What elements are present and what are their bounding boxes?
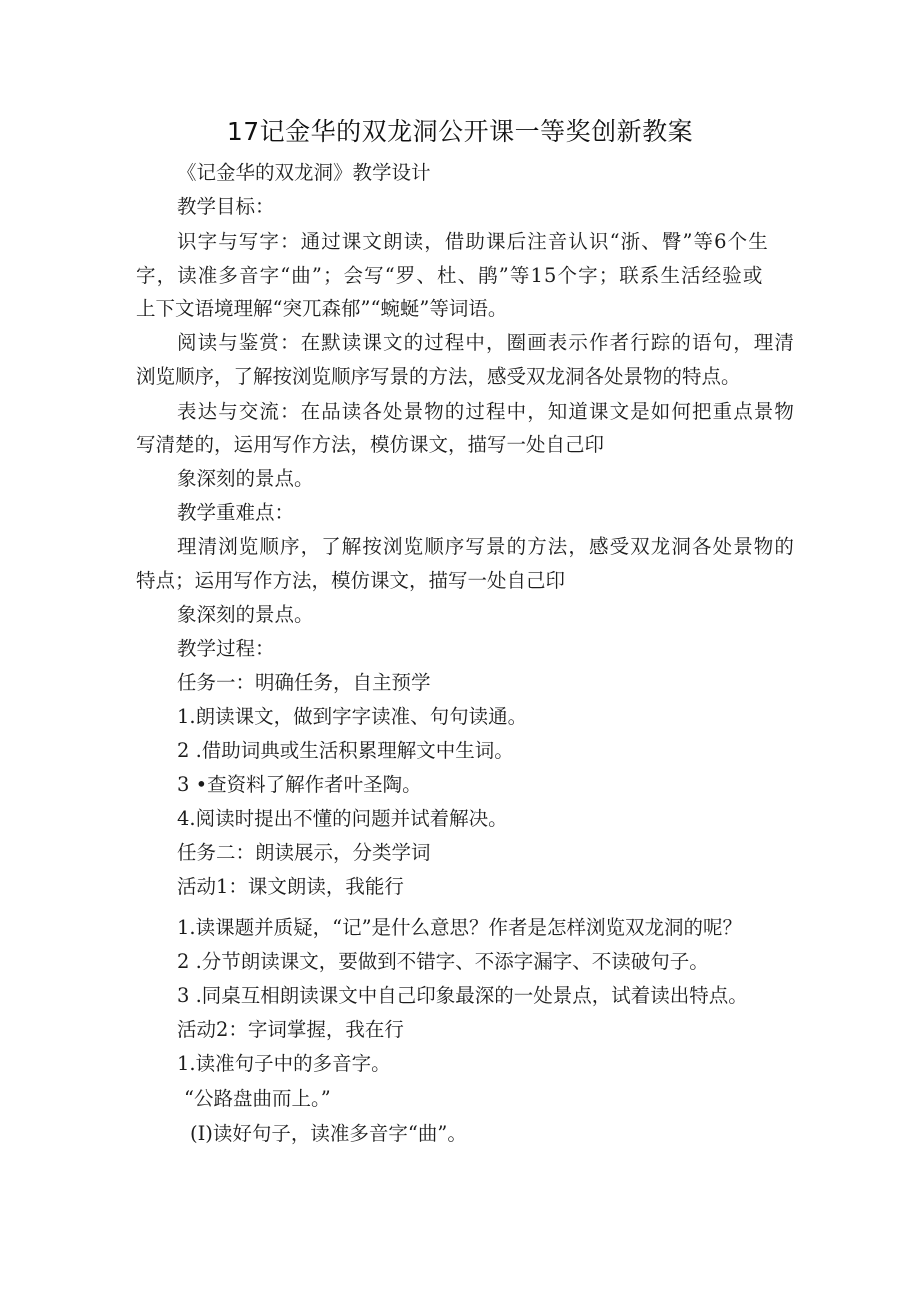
quoted-sentence: “公路盘曲而上。” bbox=[184, 1087, 331, 1110]
activity-heading: 活动2：字词掌握，我在行 bbox=[177, 1018, 404, 1041]
list-item: 1.读课题并质疑，“记”是什么意思？作者是怎样浏览双龙洞的呢？ bbox=[177, 916, 743, 939]
list-item: 1.朗读课文，做到字字读准、句句读通。 bbox=[177, 705, 528, 728]
heading-key-points: 教学重难点： bbox=[177, 501, 295, 524]
activity-heading: 活动1：课文朗读，我能行 bbox=[177, 875, 404, 898]
list-item: 3 •查资料了解作者叶圣陶。 bbox=[177, 773, 422, 796]
list-item: 2 .分节朗读课文，要做到不错字、不添字漏字、不读破句子。 bbox=[177, 950, 709, 973]
document-title: 17记金华的双龙洞公开课一等奖创新教案 bbox=[226, 117, 694, 146]
task-heading: 任务一：明确任务，自主预学 bbox=[177, 671, 431, 694]
paragraph-line: 表达与交流：在品读各处景物的过程中，知道课文是如何把重点景物 bbox=[177, 400, 796, 423]
paragraph-line: 写清楚的，运用写作方法，模仿课文，描写一处自己印 bbox=[136, 433, 605, 456]
list-item: 1.读准句子中的多音字。 bbox=[177, 1052, 391, 1075]
list-item: (I)读好句子，读准多音字“曲”。 bbox=[190, 1122, 467, 1145]
heading-process: 教学过程： bbox=[177, 637, 275, 660]
paragraph-line: 象深刻的景点。 bbox=[177, 603, 314, 626]
paragraph-line: 识字与写字：通过课文朗读，借助课后注音认识“浙、臀”等6个生 bbox=[177, 230, 769, 253]
paragraph-line: 上下文语境理解“突兀森郁”“蜿蜒”等词语。 bbox=[136, 297, 508, 320]
paragraph-line: 特点；运用写作方法，模仿课文，描写一处自己印 bbox=[136, 569, 566, 592]
list-item: 4.阅读时提出不懂的问题并试着解决。 bbox=[177, 807, 508, 830]
heading-objectives: 教学目标： bbox=[177, 195, 275, 218]
task-heading: 任务二：朗读展示，分类学词 bbox=[177, 841, 431, 864]
paragraph-line: 浏览顺序，了解按浏览顺序写景的方法，感受双龙洞各处景物的特点。 bbox=[136, 365, 741, 388]
paragraph-line: 阅读与鉴赏：在默读课文的过程中，圈画表示作者行踪的语句，理清 bbox=[177, 331, 796, 354]
paragraph-line: 象深刻的景点。 bbox=[177, 467, 314, 490]
list-item: 3 .同桌互相朗读课文中自己印象最深的一处景点，试着读出特点。 bbox=[177, 984, 748, 1007]
section-subtitle: 《记金华的双龙洞》教学设计 bbox=[177, 161, 431, 184]
paragraph-line: 理清浏览顺序，了解按浏览顺序写景的方法，感受双龙洞各处景物的 bbox=[177, 535, 796, 558]
paragraph-line: 字，读准多音字“曲”；会写“罗、杜、鹃”等15个字；联系生活经验或 bbox=[136, 264, 764, 287]
list-item: 2 .借助词典或生活积累理解文中生词。 bbox=[177, 739, 514, 762]
